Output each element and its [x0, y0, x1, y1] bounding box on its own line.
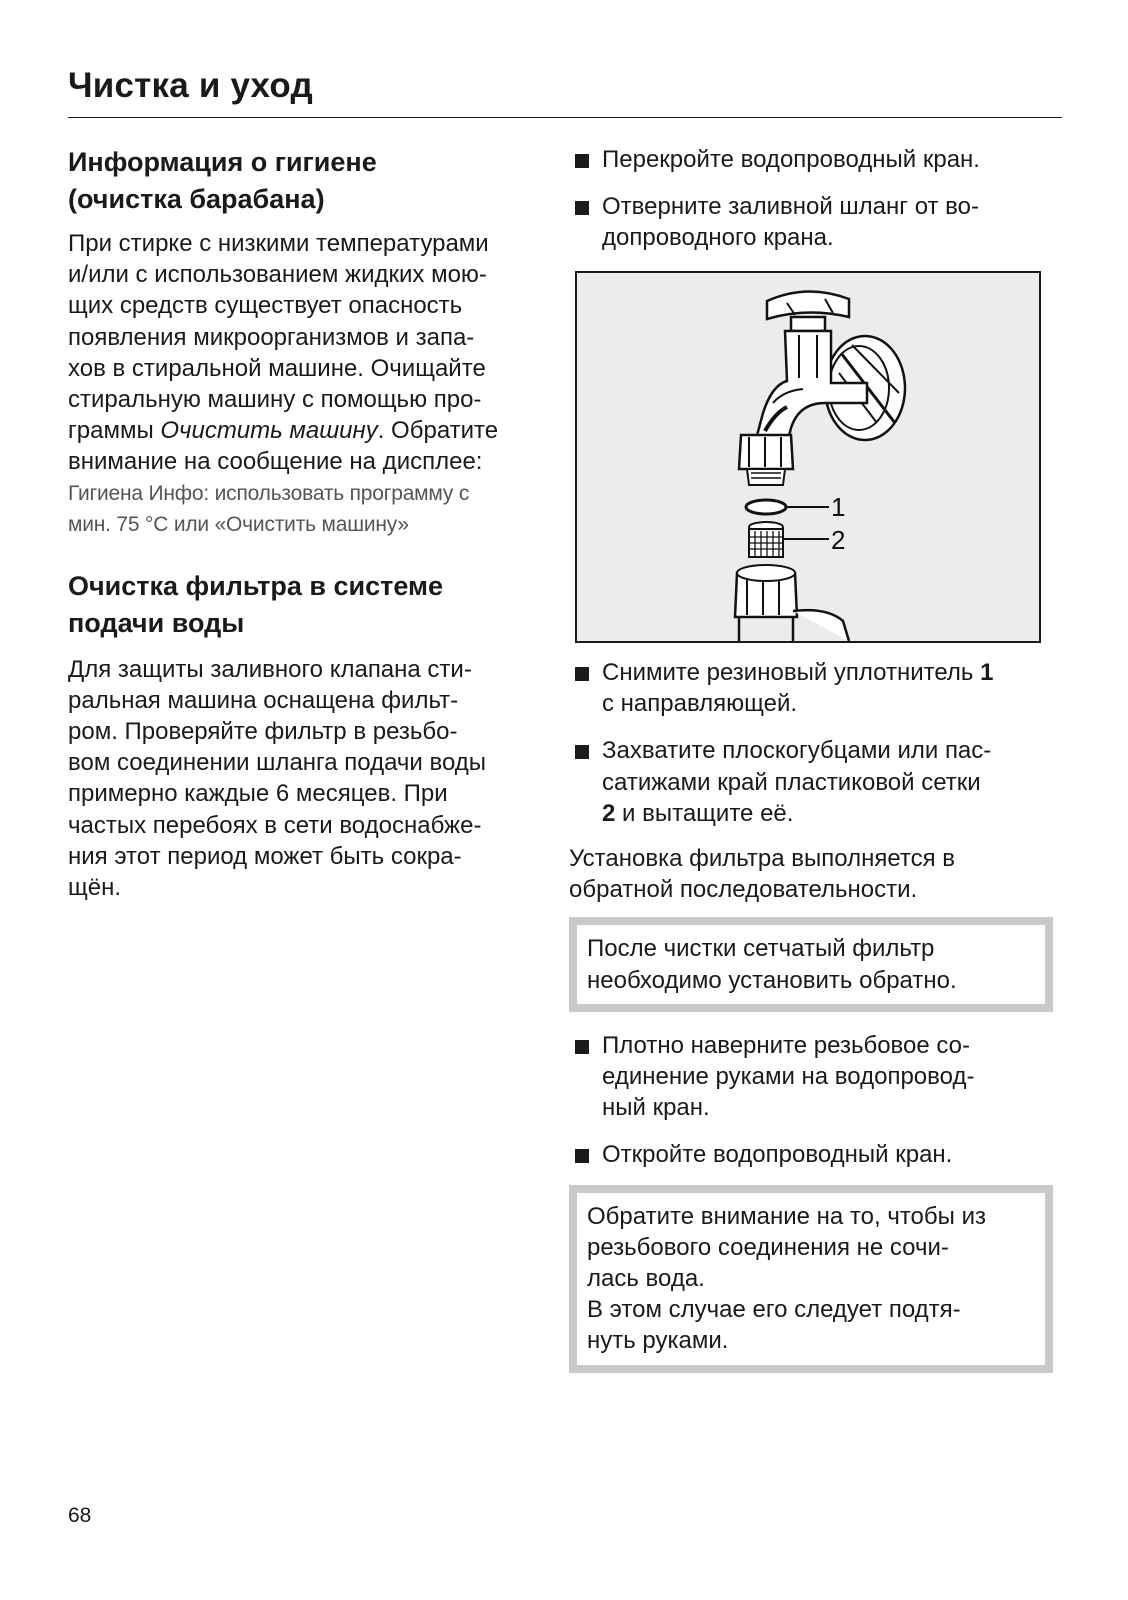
note-line: Обратите внимание на то, чтобы из	[587, 1202, 986, 1230]
step-line: Захватите плоскогубцами или пас-	[602, 737, 992, 765]
step-line: с направляющей.	[602, 690, 798, 718]
text-line: хов в стиральной машине. Очищайте	[68, 354, 486, 382]
text-line: появления микроорганизмов и запа-	[68, 323, 475, 351]
hygiene-heading-line: (очистка барабана)	[68, 184, 325, 214]
text-fragment: . Обратите	[377, 417, 499, 445]
note-line: После чистки сетчатый фильтр	[587, 935, 935, 963]
tap-handle	[767, 291, 849, 331]
step-line: Отверните заливной шланг от во-	[602, 193, 980, 221]
text-line: стиральную машину с помощью про-	[68, 386, 482, 414]
hygiene-section	[68, 144, 548, 540]
filter-heading-line: Очистка фильтра в системе	[68, 570, 443, 601]
note-box-leak	[569, 1185, 1053, 1373]
text-line: частых перебоях в сети водоснабже-	[68, 811, 482, 839]
step-pull-mesh	[575, 735, 1065, 829]
note-line: резьбового соединения не сочи-	[587, 1233, 949, 1261]
left-column	[68, 144, 548, 903]
display-line: Гигиена Инфо: использовать программу с	[68, 481, 470, 505]
note-line: необходимо установить обратно.	[587, 966, 957, 994]
step-unscrew-hose	[575, 191, 1065, 253]
step-line: Плотно наверните резьбовое со-	[602, 1031, 971, 1059]
hygiene-heading-line: Информация о гигиене	[68, 147, 377, 177]
text-line: При стирке с низкими температурами	[68, 230, 489, 257]
note-line: лась вода.	[587, 1265, 705, 1293]
figure-label-2: 2	[831, 525, 846, 555]
note-line: В этом случае его следует подтя-	[587, 1296, 961, 1324]
text-line: вом соединении шланга подачи воды	[68, 749, 487, 777]
text-line: ральная машина оснащена фильт-	[68, 686, 459, 714]
text-line: щён.	[68, 874, 122, 902]
text-line: щих средств существует опасность	[68, 292, 463, 320]
filter-paragraph	[68, 654, 548, 904]
text-line: примерно каждые 6 месяцев. При	[68, 780, 448, 808]
hose-connector	[735, 565, 849, 641]
step-line: сатижами край пластиковой сетки	[602, 768, 981, 796]
note-line: нуть руками.	[587, 1327, 729, 1355]
text-line: ния этот период может быть сокра-	[68, 842, 462, 870]
page-title: Чистка и уход	[68, 66, 313, 105]
part-number: 1	[980, 659, 994, 686]
text-fragment: Снимите резиновый уплотнитель	[602, 659, 981, 686]
tap-filter-illustration	[575, 271, 1041, 643]
text-line: обратной последовательности.	[569, 876, 918, 904]
text-line: и/или с использованием жидких мою-	[68, 261, 487, 289]
step-open-tap	[575, 1139, 1065, 1170]
right-column-bottom	[569, 657, 1065, 1373]
filter-section	[68, 568, 548, 904]
text-line: внимание на сообщение на дисплее:	[68, 448, 483, 476]
hygiene-heading	[68, 144, 548, 218]
text-line	[68, 415, 548, 446]
text-fragment: и вытащите её.	[615, 799, 794, 827]
page-number: 68	[68, 1504, 92, 1527]
step-line: Перекройте водопроводный кран.	[602, 146, 980, 173]
program-name: Очистить машину	[160, 417, 378, 445]
step-close-tap	[575, 144, 1065, 175]
text-line: ром. Проверяйте фильтр в резьбо-	[68, 718, 458, 746]
bullet-square-icon	[575, 1149, 589, 1163]
figure-label-1: 1	[831, 492, 846, 522]
tap-drawing	[577, 273, 1039, 641]
hygiene-paragraph	[68, 228, 548, 478]
bullet-square-icon	[575, 745, 589, 759]
text-fragment: граммы	[68, 417, 161, 445]
spout-nut	[739, 435, 793, 485]
part-number: 2	[602, 799, 616, 827]
bullet-square-icon	[575, 201, 589, 215]
bullet-square-icon	[575, 1040, 589, 1054]
step-line: единение руками на водопровод-	[602, 1063, 975, 1091]
filter-heading-line: подачи воды	[68, 607, 245, 638]
step-line: ный кран.	[602, 1094, 710, 1122]
bullet-square-icon	[575, 667, 589, 681]
reassembly-text	[569, 843, 1065, 905]
right-column-top	[575, 144, 1065, 254]
step-line	[602, 657, 1065, 688]
step-screw-connection	[575, 1030, 1065, 1124]
display-line: мин. 75 °C или «Очистить машину»	[68, 512, 409, 536]
step-line	[602, 798, 1065, 829]
note-box-reinstall	[569, 917, 1053, 1011]
filter-heading	[68, 568, 548, 642]
text-line: Для защиты заливного клапана сти-	[68, 655, 472, 683]
step-remove-seal	[575, 657, 1065, 719]
step-line: допроводного крана.	[602, 224, 834, 252]
title-divider	[68, 117, 1062, 118]
text-line: Установка фильтра выполняется в	[569, 845, 956, 873]
display-message	[68, 478, 548, 540]
rubber-seal	[746, 500, 829, 514]
step-line: Откройте водопроводный кран.	[602, 1141, 953, 1169]
bullet-square-icon	[575, 154, 589, 168]
mesh-filter	[749, 522, 829, 557]
